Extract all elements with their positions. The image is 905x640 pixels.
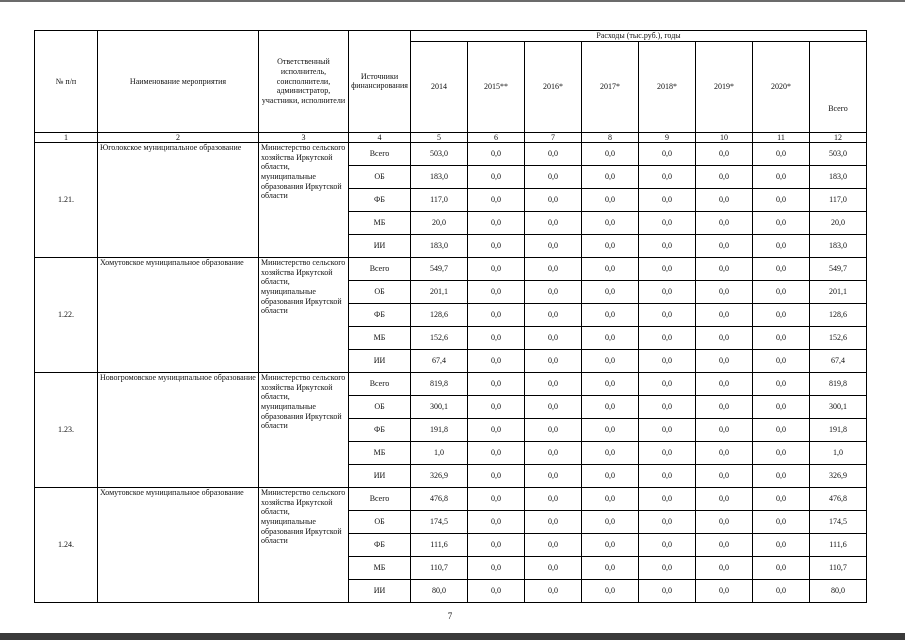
- year-value: 0,0: [468, 373, 525, 396]
- year-value: 0,0: [696, 258, 753, 281]
- column-number: 2: [98, 132, 259, 143]
- column-number: 7: [525, 132, 582, 143]
- year-value: 0,0: [525, 143, 582, 166]
- year-value: 0,0: [753, 143, 810, 166]
- funding-source: ФБ: [349, 189, 411, 212]
- header-year: 2018*: [639, 41, 696, 132]
- year-value: 0,0: [525, 304, 582, 327]
- year-value: 0,0: [468, 350, 525, 373]
- year-value: 0,0: [525, 580, 582, 603]
- scan-border-top: [0, 0, 905, 2]
- column-number: 4: [349, 132, 411, 143]
- year-value: 0,0: [696, 511, 753, 534]
- column-number: 8: [582, 132, 639, 143]
- year-value: 0,0: [753, 488, 810, 511]
- header-year: 2014: [411, 41, 468, 132]
- column-number: 9: [639, 132, 696, 143]
- year-value: 0,0: [696, 189, 753, 212]
- year-value: 0,0: [582, 488, 639, 511]
- year-value: 0,0: [696, 580, 753, 603]
- total-value: 174,5: [810, 511, 867, 534]
- year-value: 549,7: [411, 258, 468, 281]
- header-exec: Ответственный исполнитель, соисполнители, администратор, участники, исполнители: [259, 31, 349, 133]
- year-value: 0,0: [468, 580, 525, 603]
- year-value: 0,0: [639, 534, 696, 557]
- measure-name: Хомутовское муниципальное образование: [98, 488, 259, 603]
- year-value: 0,0: [582, 143, 639, 166]
- year-value: 0,0: [468, 166, 525, 189]
- year-value: 0,0: [468, 488, 525, 511]
- year-value: 0,0: [582, 281, 639, 304]
- year-value: 0,0: [639, 465, 696, 488]
- measure-name: Юголокское муниципальное образование: [98, 143, 259, 258]
- year-value: 174,5: [411, 511, 468, 534]
- year-value: 0,0: [696, 235, 753, 258]
- year-value: 0,0: [753, 235, 810, 258]
- funding-source: Всего: [349, 373, 411, 396]
- total-value: 1,0: [810, 442, 867, 465]
- year-value: 476,8: [411, 488, 468, 511]
- funding-source: Всего: [349, 488, 411, 511]
- header-year: 2019*: [696, 41, 753, 132]
- year-value: 0,0: [468, 465, 525, 488]
- year-value: 0,0: [753, 258, 810, 281]
- year-value: 0,0: [582, 235, 639, 258]
- table-row: [35, 488, 867, 511]
- header-year: 2017*: [582, 41, 639, 132]
- header-year: 2015**: [468, 41, 525, 132]
- total-value: 20,0: [810, 212, 867, 235]
- header-year: 2020*: [753, 41, 810, 132]
- total-value: 191,8: [810, 419, 867, 442]
- year-value: 300,1: [411, 396, 468, 419]
- year-value: 0,0: [468, 235, 525, 258]
- year-value: 0,0: [639, 235, 696, 258]
- year-value: 0,0: [696, 350, 753, 373]
- responsible-executor: Министерство сельского хозяйства Иркутской области, муниципальные образования Иркутской области: [259, 488, 349, 603]
- year-value: 0,0: [696, 373, 753, 396]
- year-value: 0,0: [696, 534, 753, 557]
- table-row: [35, 373, 867, 396]
- year-value: 152,6: [411, 327, 468, 350]
- year-value: 0,0: [525, 396, 582, 419]
- year-value: 0,0: [582, 212, 639, 235]
- year-value: 0,0: [753, 557, 810, 580]
- funding-source: ИИ: [349, 235, 411, 258]
- year-value: 0,0: [753, 419, 810, 442]
- year-value: 0,0: [525, 258, 582, 281]
- year-value: 0,0: [525, 281, 582, 304]
- year-value: 0,0: [525, 189, 582, 212]
- year-value: 0,0: [753, 304, 810, 327]
- year-value: 0,0: [696, 465, 753, 488]
- header-expenses: Расходы (тыс.руб.), годы: [411, 31, 867, 42]
- year-value: 0,0: [468, 189, 525, 212]
- year-value: 0,0: [468, 327, 525, 350]
- year-value: 0,0: [582, 557, 639, 580]
- year-value: 819,8: [411, 373, 468, 396]
- total-value: 326,9: [810, 465, 867, 488]
- total-value: 503,0: [810, 143, 867, 166]
- year-value: 0,0: [753, 580, 810, 603]
- year-value: 1,0: [411, 442, 468, 465]
- measure-name: Хомутовское муниципальное образование: [98, 258, 259, 373]
- header-num: № п/п: [35, 31, 98, 133]
- year-value: 0,0: [639, 396, 696, 419]
- total-value: 128,6: [810, 304, 867, 327]
- year-value: 0,0: [639, 143, 696, 166]
- year-value: 0,0: [525, 350, 582, 373]
- year-value: 326,9: [411, 465, 468, 488]
- year-value: 0,0: [639, 212, 696, 235]
- year-value: 0,0: [525, 488, 582, 511]
- row-number: 1.24.: [35, 488, 98, 603]
- column-number: 6: [468, 132, 525, 143]
- year-value: 0,0: [525, 419, 582, 442]
- funding-source: ОБ: [349, 396, 411, 419]
- year-value: 0,0: [468, 511, 525, 534]
- header-name: Наименование мероприятия: [98, 31, 259, 133]
- year-value: 0,0: [582, 465, 639, 488]
- total-value: 183,0: [810, 235, 867, 258]
- table-body: [35, 143, 867, 603]
- total-value: 111,6: [810, 534, 867, 557]
- measure-name: Новогромовское муниципальное образование: [98, 373, 259, 488]
- year-value: 0,0: [468, 281, 525, 304]
- table-row: [35, 143, 867, 166]
- year-value: 0,0: [468, 212, 525, 235]
- year-value: 0,0: [582, 327, 639, 350]
- year-value: 0,0: [696, 557, 753, 580]
- funding-source: ОБ: [349, 281, 411, 304]
- year-value: 0,0: [753, 212, 810, 235]
- table-row: [35, 258, 867, 281]
- funding-source: ОБ: [349, 511, 411, 534]
- column-number-row: [35, 132, 867, 143]
- year-value: 0,0: [525, 235, 582, 258]
- row-number: 1.21.: [35, 143, 98, 258]
- year-value: 0,0: [696, 304, 753, 327]
- year-value: 0,0: [525, 373, 582, 396]
- year-value: 0,0: [582, 304, 639, 327]
- year-value: 0,0: [696, 281, 753, 304]
- year-value: 110,7: [411, 557, 468, 580]
- year-value: 0,0: [468, 557, 525, 580]
- total-value: 152,6: [810, 327, 867, 350]
- year-value: 0,0: [525, 327, 582, 350]
- year-value: 0,0: [696, 442, 753, 465]
- column-number: 5: [411, 132, 468, 143]
- row-number: 1.23.: [35, 373, 98, 488]
- year-value: 0,0: [639, 511, 696, 534]
- total-value: 819,8: [810, 373, 867, 396]
- funding-source: МБ: [349, 557, 411, 580]
- year-value: 0,0: [639, 580, 696, 603]
- year-value: 201,1: [411, 281, 468, 304]
- year-value: 0,0: [753, 350, 810, 373]
- column-number: 12: [810, 132, 867, 143]
- year-value: 0,0: [582, 189, 639, 212]
- year-value: 183,0: [411, 166, 468, 189]
- page-number: 7: [447, 611, 453, 621]
- year-value: 0,0: [639, 304, 696, 327]
- column-number: 11: [753, 132, 810, 143]
- year-value: 117,0: [411, 189, 468, 212]
- year-value: 0,0: [582, 166, 639, 189]
- year-value: 0,0: [696, 396, 753, 419]
- column-number: 1: [35, 132, 98, 143]
- total-value: 80,0: [810, 580, 867, 603]
- header-year: 2016*: [525, 41, 582, 132]
- year-value: 128,6: [411, 304, 468, 327]
- year-value: 0,0: [468, 304, 525, 327]
- total-value: 549,7: [810, 258, 867, 281]
- year-value: 0,0: [696, 166, 753, 189]
- year-value: 0,0: [639, 442, 696, 465]
- year-value: 20,0: [411, 212, 468, 235]
- year-value: 80,0: [411, 580, 468, 603]
- total-value: 117,0: [810, 189, 867, 212]
- year-value: 0,0: [753, 534, 810, 557]
- funding-source: МБ: [349, 442, 411, 465]
- responsible-executor: Министерство сельского хозяйства Иркутской области, муниципальные образования Иркутской области: [259, 258, 349, 373]
- year-value: 503,0: [411, 143, 468, 166]
- year-value: 0,0: [639, 189, 696, 212]
- year-value: 0,0: [696, 419, 753, 442]
- year-value: 0,0: [582, 373, 639, 396]
- year-value: 0,0: [639, 488, 696, 511]
- column-number: 10: [696, 132, 753, 143]
- year-value: 0,0: [696, 327, 753, 350]
- year-value: 191,8: [411, 419, 468, 442]
- year-value: 0,0: [753, 327, 810, 350]
- funding-source: Всего: [349, 258, 411, 281]
- year-value: 0,0: [696, 488, 753, 511]
- year-value: 0,0: [753, 166, 810, 189]
- year-value: 0,0: [639, 557, 696, 580]
- year-value: 0,0: [468, 442, 525, 465]
- year-value: 0,0: [468, 419, 525, 442]
- funding-source: ФБ: [349, 304, 411, 327]
- year-value: 0,0: [582, 258, 639, 281]
- year-value: 183,0: [411, 235, 468, 258]
- year-value: 0,0: [525, 557, 582, 580]
- year-value: 0,0: [468, 396, 525, 419]
- funding-source: МБ: [349, 212, 411, 235]
- column-number: 3: [259, 132, 349, 143]
- funding-source: ИИ: [349, 465, 411, 488]
- year-value: 0,0: [753, 442, 810, 465]
- year-value: 0,0: [582, 511, 639, 534]
- year-value: 0,0: [753, 465, 810, 488]
- responsible-executor: Министерство сельского хозяйства Иркутской области, муниципальные образования Иркутской области: [259, 373, 349, 488]
- year-value: 0,0: [753, 189, 810, 212]
- funding-source: Всего: [349, 143, 411, 166]
- year-value: 0,0: [468, 534, 525, 557]
- year-value: 0,0: [582, 442, 639, 465]
- total-value: 300,1: [810, 396, 867, 419]
- year-value: 0,0: [468, 143, 525, 166]
- year-value: 0,0: [696, 212, 753, 235]
- year-value: 0,0: [753, 373, 810, 396]
- header-total: Всего: [810, 41, 867, 132]
- total-value: 201,1: [810, 281, 867, 304]
- year-value: 0,0: [582, 350, 639, 373]
- year-value: 0,0: [639, 166, 696, 189]
- year-value: 111,6: [411, 534, 468, 557]
- year-value: 0,0: [582, 580, 639, 603]
- year-value: 0,0: [696, 143, 753, 166]
- year-value: 0,0: [639, 419, 696, 442]
- year-value: 0,0: [582, 419, 639, 442]
- funding-source: ИИ: [349, 580, 411, 603]
- year-value: 0,0: [525, 442, 582, 465]
- year-value: 67,4: [411, 350, 468, 373]
- responsible-executor: Министерство сельского хозяйства Иркутской области, муниципальные образования Иркутской области: [259, 143, 349, 258]
- total-value: 183,0: [810, 166, 867, 189]
- scan-border-bottom: [0, 633, 905, 640]
- year-value: 0,0: [582, 534, 639, 557]
- year-value: 0,0: [525, 534, 582, 557]
- year-value: 0,0: [525, 166, 582, 189]
- year-value: 0,0: [525, 465, 582, 488]
- total-value: 476,8: [810, 488, 867, 511]
- year-value: 0,0: [753, 396, 810, 419]
- funding-source: ИИ: [349, 350, 411, 373]
- year-value: 0,0: [468, 258, 525, 281]
- budget-table: [34, 30, 867, 603]
- funding-source: МБ: [349, 327, 411, 350]
- header-source: Источники финансирования: [349, 31, 411, 133]
- funding-source: ФБ: [349, 419, 411, 442]
- row-number: 1.22.: [35, 258, 98, 373]
- year-value: 0,0: [753, 511, 810, 534]
- year-value: 0,0: [753, 281, 810, 304]
- year-value: 0,0: [639, 327, 696, 350]
- year-value: 0,0: [639, 281, 696, 304]
- year-value: 0,0: [639, 350, 696, 373]
- year-value: 0,0: [639, 373, 696, 396]
- year-value: 0,0: [582, 396, 639, 419]
- funding-source: ОБ: [349, 166, 411, 189]
- year-value: 0,0: [639, 258, 696, 281]
- year-value: 0,0: [525, 511, 582, 534]
- total-value: 67,4: [810, 350, 867, 373]
- funding-source: ФБ: [349, 534, 411, 557]
- year-value: 0,0: [525, 212, 582, 235]
- total-value: 110,7: [810, 557, 867, 580]
